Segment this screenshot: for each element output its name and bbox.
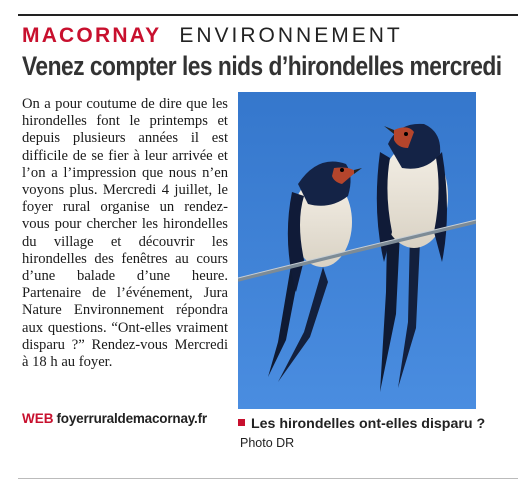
- web-label: WEB: [22, 411, 54, 426]
- top-rule: [18, 14, 518, 16]
- swallows-photo: [238, 92, 476, 409]
- photo-caption: [238, 415, 498, 453]
- article-body: On a pour coutume de dire que les hirondelles font le printemps et depuis plusieurs années il est difficile de se fier à leur arrivée et l’on a l’impression que nous n’en voyons plus. Mercredi 4 juillet, le foyer rural organise un rendez-vous pour chercher les hirondelles du village et découvrir les hirondelles des fenêtres au cours d’une balade d’une heure. Partenaire de l’événement, Jura Nature Environnement répondra aux questions. “Ont-elles vraiment disparu ?” Rendez-vous Mercredi à 18 h au foyer.: [22, 96, 228, 371]
- web-url[interactable]: foyerruraldemacornay.fr: [56, 411, 207, 426]
- article-headline: Venez compter les nids d’hirondelles mercredi: [22, 51, 502, 81]
- photo-credit: Photo DR: [240, 436, 295, 450]
- web-reference: [22, 411, 207, 426]
- kicker: [22, 24, 403, 48]
- kicker-section: ENVIRONNEMENT: [179, 24, 403, 47]
- kicker-place: MACORNAY: [22, 24, 162, 47]
- swallows-illustration: [238, 92, 476, 409]
- caption-text: Les hirondelles ont-elles disparu ?: [251, 416, 486, 432]
- caption-square-icon: [238, 419, 245, 426]
- bottom-rule: [18, 478, 518, 479]
